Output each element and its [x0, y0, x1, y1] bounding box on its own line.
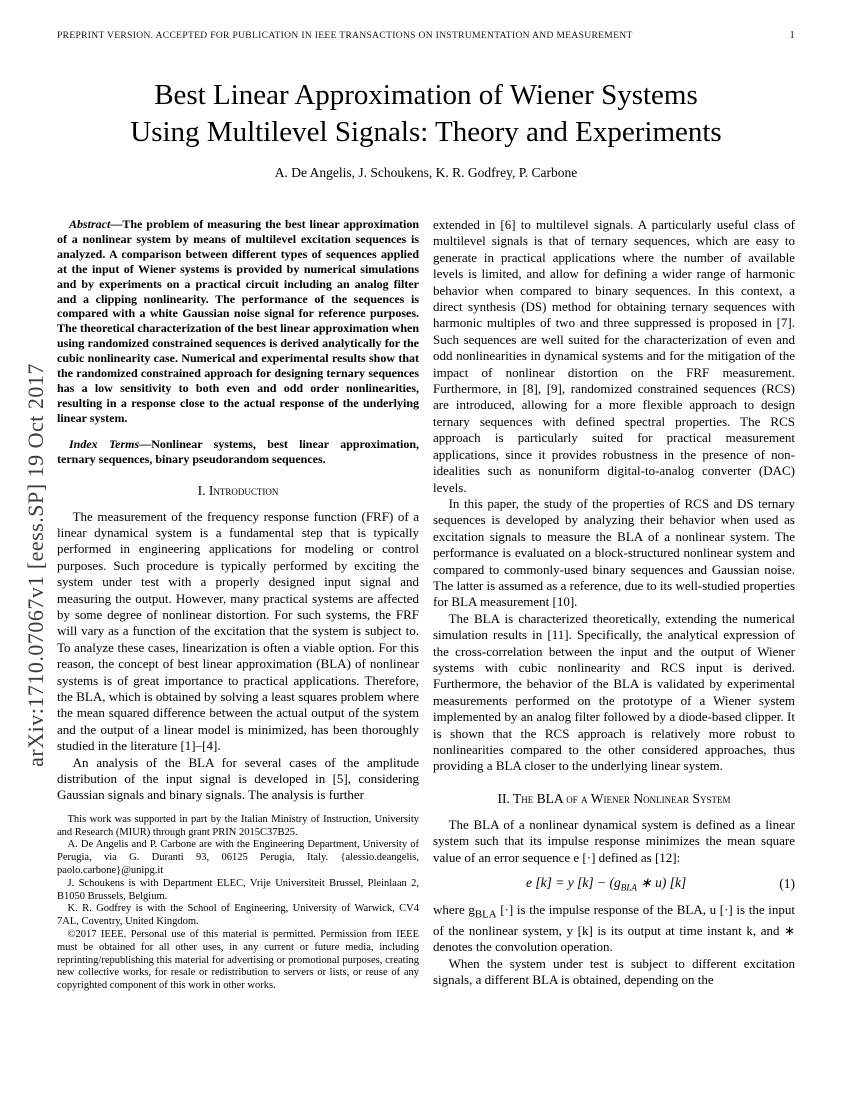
title-line-1: Best Linear Approximation of Wiener Systems — [154, 79, 698, 111]
arxiv-stamp: arXiv:1710.07067v1 [eess.SP] 19 Oct 2017 — [23, 363, 48, 767]
two-column-body — [57, 217, 795, 993]
paragraph-bla-characterized: The BLA is characterized theoretically, extending the numerical simulation results in [11]. Specifically, the analytical expression of the cross-correlation between the input and the output of Wiener systems with cubic nonlinearity and RCS input is derived. Furthermore, the behavior of the BLA is validated by experimental measurements performed on the prototype of a Wiener system implemented by an analog filter followed by a diode-based clipper. It is shown that the RCS approach is relatively more robust to nonlinearities compared to the other considered approaches, thus providing a BLA closer to the underlying linear system. — [433, 610, 795, 774]
footnote-affiliation-2: J. Schoukens is with Department ELEC, Vrije Universiteit Brussel, Pleinlaan 2, B1050 Brussels, Belgium. — [57, 877, 419, 902]
paragraph-excitation: When the system under test is subject to different excitation signals, a different BLA is obtained, depending on the — [433, 955, 795, 987]
equation-1-body — [433, 875, 779, 893]
where-pre: where g — [433, 901, 475, 917]
equation-1-subscript: BLA — [620, 882, 638, 893]
paragraph-continuation: extended in [6] to multilevel signals. A particularly useful class of multilevel signals is that of ternary sequences, which are easy to generate in practical applications where the number of available levels is limited, and allow for defining a wider range of harmonic behavior when compared to binary sequences. In this context, a direct synthesis (DS) method for obtaining ternary sequences with harmonic multiples of two and three suppressed is proposed in [7]. Such sequences are well suited for the characterization of even and odd nonlinearities in dynamical systems and for the mitigation of the impact of nonlinear distortion on the FRF measurement. Furthermore, in [8], [9], randomized constrained sequences (RCS) are introduced, allowing for a more flexible approach to design ternary sequences with defined spectral properties. The RCS approach is particularly suited for practical measurement applications, since it provides robustness in the presence of non-idealities such as nonuniform digital-to-analog converter (DAC) levels. — [433, 217, 795, 495]
abstract — [57, 217, 419, 426]
footnotes — [57, 814, 419, 993]
running-head-text: PREPRINT VERSION. ACCEPTED FOR PUBLICATION IN IEEE TRANSACTIONS ON INSTRUMENTATION AND MEASUREMENT — [57, 31, 633, 41]
equation-1 — [433, 875, 795, 893]
paragraph-this-paper: In this paper, the study of the properties of RCS and DS ternary sequences is developed by analyzing their behavior when used as excitation signals to measure the BLA of a nonlinear system. The performance is evaluated on a block-structured nonlinear system and compared to commonly-used binary sequences and Gaussian noise. The latter is assumed as a reference, due to its well-studied properties for BLA measurement [10]. — [433, 495, 795, 610]
paragraph-intro-1: The measurement of the frequency response function (FRF) of a linear dynamical system is a fundamental step that is typically performed in engineering applications for modeling or control purposes. Such procedure is typically performed by exciting the system under test with a properly designed input signal and measuring the output. However, many practical systems are affected by some degree of nonlinear distortion. For such systems, the FRF will vary as a function of the excitation that the system is subject to. To analyze these cases, linearization is often a viable option. For this reason, the concept of best linear approximation (BLA) of nonlinear systems is of great importance to practical applications. Therefore, the BLA, which is obtained by solving a least squares problem where the mean squared difference between the actual output of the system and the output of a linear model is minimized, has been thoroughly studied in the literature [1]–[4]. — [57, 508, 419, 754]
paper-title — [57, 77, 795, 151]
index-terms-label: Index Terms — [69, 436, 140, 451]
where-post: [·] is the impulse response of the BLA, u [·] is the input of the nonlinear system, y [k] is its output at time instant k, and ∗ denotes the convolution operation. — [433, 901, 795, 955]
author-list: A. De Angelis, J. Schoukens, K. R. Godfrey, P. Carbone — [274, 165, 578, 180]
title-line-2: Using Multilevel Signals: Theory and Experiments — [130, 116, 722, 148]
left-column — [57, 217, 419, 993]
index-terms — [57, 437, 419, 467]
paragraph-where — [433, 902, 795, 956]
abstract-text: —The problem of measuring the best linear approximation of a nonlinear system by means of multilevel excitation sequences is analyzed. A comparison between different types of sequences applied at the input of Wiener systems is provided by numerical simulations and by experiments on a practical circuit including an analog filter and a clipping nonlinearity. The performance of the sequences is compared with a white Gaussian noise signal for reference purposes. The theoretical characterization of the best linear approximation when using randomized constrained sequences is derived analytically for the cubic nonlinearity case. Numerical and experimental results show that the randomized constrained approach for designing ternary sequences has a low sensitivity to both even and odd order nonlinearities, resulting in a response close to the actual response of the underlying linear system. — [57, 217, 419, 425]
right-column — [433, 217, 795, 993]
paragraph-intro-2: An analysis of the BLA for several cases of the amplitude distribution of the input signal is developed in [5], considering Gaussian signals and binary signals. The analysis is further — [57, 754, 419, 803]
equation-1-number: (1) — [779, 875, 795, 891]
footnote-copyright: ©2017 IEEE. Personal use of this material is permitted. Permission from IEEE must be obtained for all other uses, in any current or future media, including reprinting/republishing this material for advertising or promotional purposes, creating new collective works, for resale or redistribution to servers or lists, or reuse of any copyrighted component of this work in other works. — [57, 928, 419, 992]
equation-1-pre: e [k] = y [k] − (g — [526, 875, 621, 891]
running-head — [57, 30, 795, 41]
equation-1-post: ∗ u) [k] — [637, 875, 687, 891]
page-number: 1 — [789, 30, 795, 41]
where-subscript: BLA — [474, 908, 497, 921]
section-heading-introduction: I. Introduction — [197, 482, 279, 498]
footnote-affiliation-3: K. R. Godfrey is with the School of Engineering, University of Warwick, CV4 7AL, Coventry, United Kingdom. — [57, 903, 419, 928]
section-heading-bla-wiener: II. The BLA of a Wiener Nonlinear System — [497, 790, 731, 806]
paragraph-bla-definition: The BLA of a nonlinear dynamical system is defined as a linear system such that its impulse response minimizes the mean square value of an error sequence e [·] defined as [12]: — [433, 816, 795, 865]
index-terms-text: —Nonlinear systems, best linear approximation, ternary sequences, binary pseudorandom sequences. — [57, 436, 419, 466]
footnote-affiliation-1: A. De Angelis and P. Carbone are with the Engineering Department, University of Perugia, via G. Duranti 93, 06125 Perugia, Italy. {alessio.deangelis, paolo.carbone}@unipg.it — [57, 839, 419, 876]
abstract-label: Abstract — [69, 217, 111, 231]
footnote-funding: This work was supported in part by the Italian Ministry of Instruction, University and Research (MIUR) through grant PRIN 2015C37B25. — [57, 813, 419, 838]
